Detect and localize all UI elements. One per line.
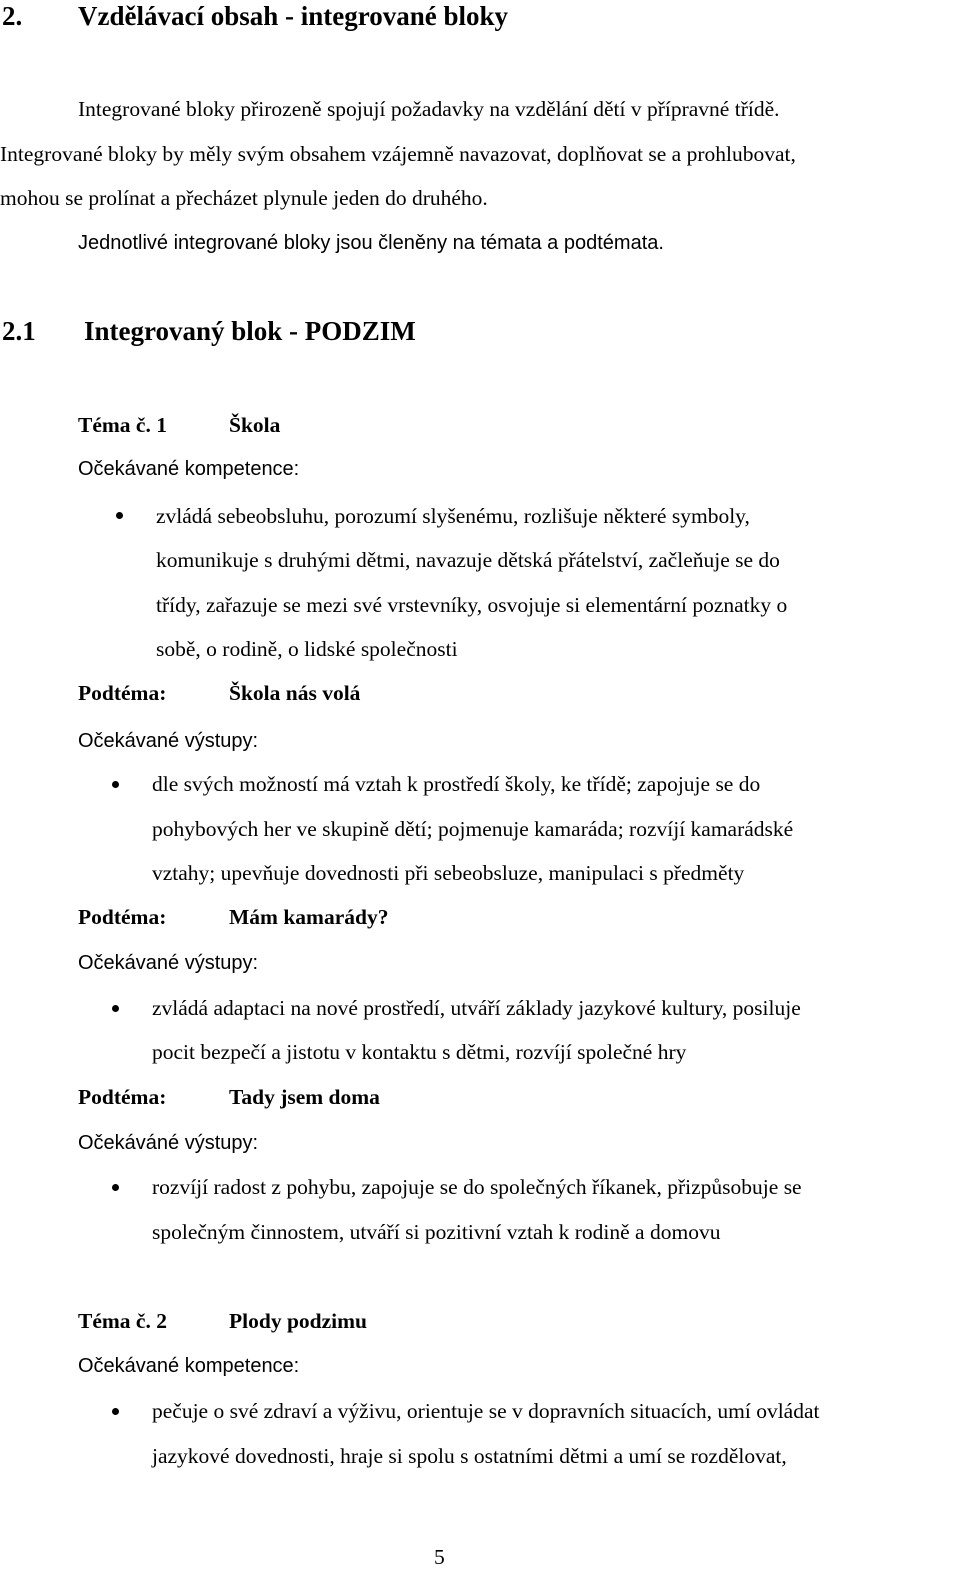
sub1-line-1: dle svých možností má vztah k prostředí školy, ke třídě; zapojuje se do [152, 772, 761, 796]
sub1-outputs-label: Očekávané výstupy: [78, 730, 259, 752]
sub2-label: Podtéma: [78, 905, 167, 929]
bullet [112, 1005, 119, 1012]
section-title: Integrovaný blok - PODZIM [84, 316, 416, 346]
intro-line-3: mohou se prolínat a přecházet plynule jeden do druhého. [0, 186, 488, 210]
sub2-title: Mám kamarády? [229, 905, 389, 929]
tema1-competence-line-4: sobě, o rodině, o lidské společnosti [156, 637, 458, 661]
tema2-competence-line-2: jazykové dovednosti, hraje si spolu s ostatními dětmi a umí se rozdělovat, [152, 1444, 787, 1468]
chapter-title: Vzdělávací obsah - integrované bloky [78, 1, 509, 31]
bullet [112, 1408, 119, 1415]
bullet [112, 1184, 119, 1191]
sub3-line-2: společným činnostem, utváří si pozitivní vztah k rodině a domovu [152, 1220, 721, 1244]
page-number: 5 [434, 1545, 445, 1569]
tema1-competence-label: Očekávané kompetence: [78, 458, 300, 480]
sub1-title: Škola nás volá [229, 681, 361, 705]
tema1-competence-line-1: zvládá sebeobsluhu, porozumí slyšenému, rozlišuje některé symboly, [156, 504, 750, 528]
sub2-line-2: pocit bezpečí a jistotu v kontaktu s dětmi, rozvíjí společné hry [152, 1040, 687, 1064]
chapter-number: 2. [2, 1, 23, 31]
tema2-competence-line-1: pečuje o své zdraví a výživu, orientuje se v dopravních situacích, umí ovládat [152, 1399, 820, 1423]
intro-line-4: Jednotlivé integrované bloky jsou členěny na témata a podtémata. [78, 232, 664, 254]
sub3-outputs-label: Očekáváné výstupy: [78, 1132, 259, 1154]
sub3-line-1: rozvíjí radost z pohybu, zapojuje se do společných říkanek, přizpůsobuje se [152, 1175, 802, 1199]
sub1-line-2: pohybových her ve skupině dětí; pojmenuje kamaráda; rozvíjí kamarádské [152, 817, 794, 841]
sub2-outputs-label: Očekávané výstupy: [78, 952, 259, 974]
section-number: 2.1 [2, 316, 36, 346]
sub2-line-1: zvládá adaptaci na nové prostředí, utváří základy jazykové kultury, posiluje [152, 996, 801, 1020]
sub3-title: Tady jsem doma [229, 1085, 380, 1109]
bullet [116, 512, 123, 519]
tema1-competence-line-3: třídy, zařazuje se mezi své vrstevníky, osvojuje si elementární poznatky o [156, 593, 788, 617]
tema2-competence-label: Očekávané kompetence: [78, 1355, 300, 1377]
tema2-label: Téma č. 2 [78, 1309, 167, 1333]
intro-line-2: Integrované bloky by měly svým obsahem vzájemně navazovat, doplňovat se a prohlubovat, [0, 142, 796, 166]
tema1-title: Škola [229, 413, 281, 437]
sub1-label: Podtéma: [78, 681, 167, 705]
tema2-title: Plody podzimu [229, 1309, 367, 1333]
tema1-label: Téma č. 1 [78, 413, 167, 437]
sub1-line-3: vztahy; upevňuje dovednosti při sebeobsluze, manipulaci s předměty [152, 861, 745, 885]
tema1-competence-line-2: komunikuje s druhými dětmi, navazuje dětská přátelství, začleňuje se do [156, 548, 780, 572]
intro-line-1: Integrované bloky přirozeně spojují požadavky na vzdělání dětí v přípravné třídě. [78, 97, 780, 121]
sub3-label: Podtéma: [78, 1085, 167, 1109]
bullet [112, 781, 119, 788]
